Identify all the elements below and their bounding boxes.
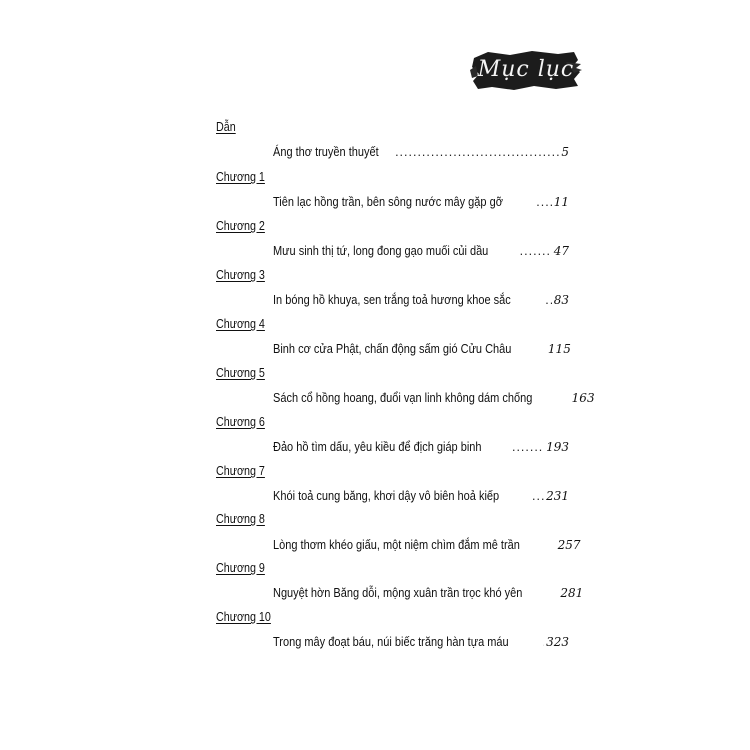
entry-title: Sách cổ hồng hoang, đuổi vạn linh không dám chống [273,391,533,405]
chapter-label: Chương 7 [216,464,265,478]
chapter-label: Chương 4 [216,317,265,331]
dot-leader [395,145,559,159]
chapter-label: Chương 10 [216,610,271,624]
page-number: 231 [546,489,569,503]
dot-leader [543,635,544,649]
dot-leader [512,440,544,454]
chapter-label: Dẫn [216,120,236,134]
entry-title: In bóng hồ khuya, sen trắng toả hương khoe sắc [273,293,511,307]
page-number: 83 [553,293,569,307]
chapter-label: Chương 8 [216,512,265,526]
chapter-label: Chương 9 [216,561,265,575]
toc-heading: Mục lục [477,57,575,82]
toc-entry[interactable] [273,244,569,258]
entry-title: Trong mây đoạt báu, núi biếc trăng hàn tựa máu [273,635,509,649]
page-number: 193 [546,440,569,454]
toc-entry[interactable] [273,391,595,405]
toc-entry[interactable] [273,195,569,209]
toc-entry[interactable] [273,145,569,159]
entry-title: Khói toả cung băng, khơi dậy vô biên hoả kiếp [273,489,500,503]
page-number: 323 [546,635,569,649]
chapter-label: Chương 3 [216,268,265,282]
dot-leader [545,293,551,307]
toc-entry[interactable] [273,635,569,649]
entry-title: Đảo hồ tìm dấu, yêu kiều để địch giáp binh [273,440,482,454]
toc-entry[interactable] [273,489,569,503]
entry-title: Tiên lạc hồng trần, bên sông nước mây gặp gỡ [273,195,503,209]
chapter-label: Chương 5 [216,366,265,380]
page-number: 5 [561,145,569,159]
chapter-label: Chương 2 [216,219,265,233]
entry-title: Mưu sinh thị tứ, long đong gạo muối củi dầu [273,244,489,258]
chapter-label: Chương 6 [216,415,265,429]
page-number: 47 [553,244,569,258]
dot-leader [532,489,544,503]
toc-entry[interactable] [273,440,569,454]
entry-title: Lòng thơm khéo giấu, một niệm chìm đắm mê trần [273,538,520,552]
entry-title: Binh cơ cửa Phật, chấn động sấm gió Cửu Châu [273,342,512,356]
chapter-label: Chương 1 [216,170,265,184]
page-number: 257 [557,538,581,552]
page-number: 281 [560,586,584,600]
toc-entry[interactable] [273,293,569,307]
page-number: 11 [553,195,569,209]
toc-entry[interactable] [273,538,581,552]
toc-entry[interactable] [273,342,569,356]
toc-entry[interactable] [273,586,584,600]
entry-title: Áng thơ truyền thuyết [273,145,379,159]
entry-title: Nguyệt hờn Băng dỗi, mộng xuân trần trọc khó yên [273,586,523,600]
dot-leader [536,195,551,209]
page-number: 163 [571,391,595,405]
page-number: 115 [547,342,571,356]
dot-leader [520,244,552,258]
